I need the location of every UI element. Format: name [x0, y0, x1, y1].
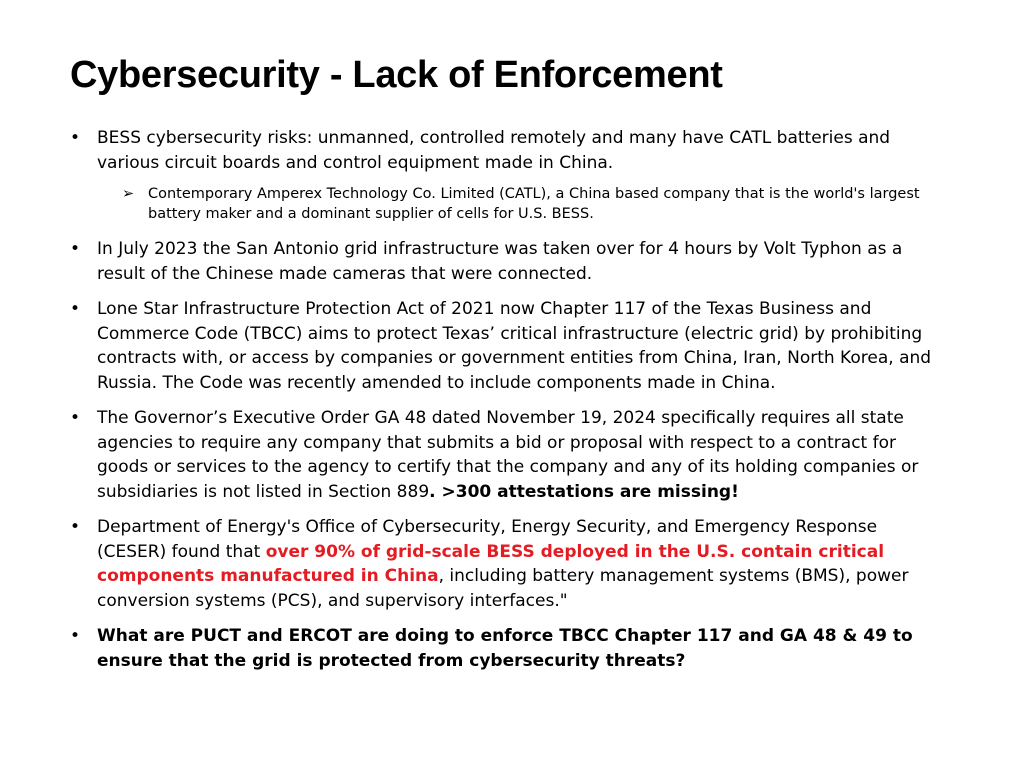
slide-title: Cybersecurity - Lack of Enforcement [70, 54, 723, 96]
bullet-marker: • [70, 299, 81, 319]
bullet-ga48-order [70, 406, 950, 504]
sub-bullet-catl [70, 184, 950, 224]
bullet-marker: • [70, 517, 81, 537]
bullet-text: The Governor’s Executive Order GA 48 dated November 19, 2024 specifically requires all state agencies to require any company that submits a bid or proposal with respect to a contract for goods or services to the agency to certify that the company and any of its holding companies or subsidiaries is not listed in Section 889 [97, 408, 919, 502]
bullet-text-before: Department of Energy's Office of Cybersecurity, Energy Security, and Emergency Response (CESER) found that [97, 517, 878, 562]
bullet-red-highlight: over 90% of grid-scale BESS deployed in the U.S. contain critical components manufactured in China [97, 541, 885, 586]
sub-bullet-text: Contemporary Amperex Technology Co. Limited (CATL), a China based company that is the world's largest battery maker and a dominant supplier of cells for U.S. BESS. [148, 186, 920, 222]
bullet-bold-question: What are PUCT and ERCOT are doing to enforce TBCC Chapter 117 and GA 48 & 49 to ensure that the grid is protected from cybersecurity threats? [97, 626, 913, 671]
bullet-bess-risks [70, 126, 950, 175]
bullet-lone-star-act [70, 297, 950, 395]
bullet-marker: • [70, 408, 81, 428]
bullet-text-after: , including battery management systems (BMS), power conversion systems (PCS), and supervisory interfaces." [97, 566, 909, 611]
bullet-marker: • [70, 128, 81, 148]
bullet-bold-tail: . >300 attestations are missing! [429, 481, 739, 502]
bullet-volt-typhon [70, 237, 950, 286]
bullet-ceser-finding [70, 515, 950, 613]
bullet-marker: • [70, 239, 81, 259]
bullet-text: Lone Star Infrastructure Protection Act of 2021 now Chapter 117 of the Texas Business and Commerce Code (TBCC) aims to protect Texas’ critical infrastructure (electric grid) by prohibiting contracts with, or access by companies or government entities from China, Iran, North Korea, and Russia. The Code was recently amended to include components made in China. [97, 299, 932, 393]
bullet-text: In July 2023 the San Antonio grid infrastructure was taken over for 4 hours by Volt Typhon as a result of the Chinese made cameras that were connected. [97, 239, 903, 284]
bullet-marker: • [70, 626, 81, 646]
bullet-list [70, 126, 950, 684]
bullet-text: BESS cybersecurity risks: unmanned, controlled remotely and many have CATL batteries and various circuit boards and control equipment made in China. [97, 128, 891, 173]
bullet-question [70, 624, 950, 673]
arrow-marker-icon: ➢ [122, 186, 135, 202]
